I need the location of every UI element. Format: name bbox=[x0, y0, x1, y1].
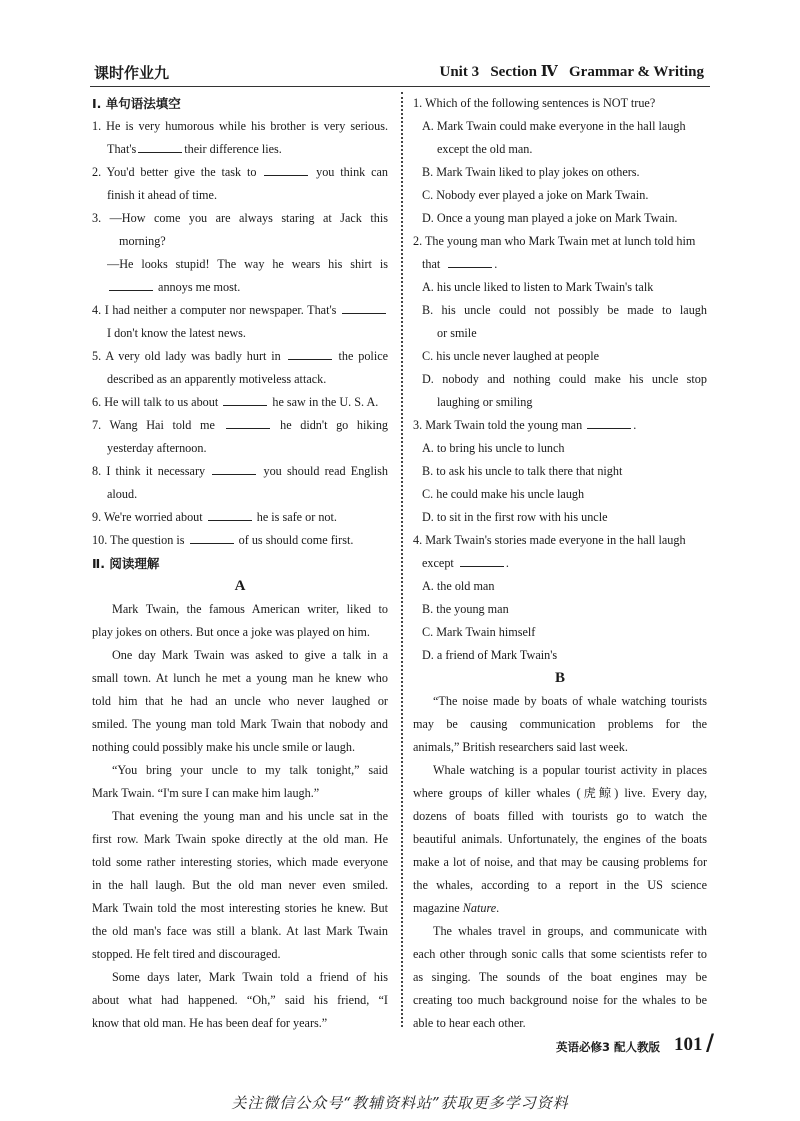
question-7-line-1: 7. Wang Hai told me he didn't go hiking bbox=[92, 418, 388, 432]
question-7-line-2: yesterday afternoon. bbox=[107, 441, 207, 455]
passage-a-line: smiled. The young man told Mark Twain that nobody and bbox=[92, 717, 388, 731]
q3-option-b[interactable]: B. to ask his uncle to talk there that night bbox=[422, 464, 623, 478]
blank[interactable] bbox=[109, 278, 153, 291]
q3-option-d[interactable]: D. to sit in the first row with his uncle bbox=[422, 510, 608, 524]
header-right: Unit 3 Section Ⅳ Grammar & Writing bbox=[439, 64, 704, 80]
passage-a-line: told him that he had an uncle who never laughed or bbox=[92, 694, 388, 708]
reading-question-1: 1. Which of the following sentences is NOT true? bbox=[413, 96, 656, 110]
passage-a-line: Mark Twain told the most interesting stories he knew. But bbox=[92, 901, 388, 915]
section-2-title: Ⅱ. 阅读理解 bbox=[92, 556, 160, 571]
q2-option-c[interactable]: C. his uncle never laughed at people bbox=[422, 349, 599, 363]
q1-option-d[interactable]: D. Once a young man played a joke on Mark Twain. bbox=[422, 211, 678, 225]
question-5-line-2: described as an apparently motiveless attack. bbox=[107, 372, 327, 386]
passage-b-line: able to hear each other. bbox=[413, 1016, 526, 1030]
blank[interactable] bbox=[460, 554, 504, 567]
footer-note: 关注微信公众号“教辅资料站”获取更多学习资料 bbox=[231, 1094, 569, 1112]
q1-option-c[interactable]: C. Nobody ever played a joke on Mark Twain. bbox=[422, 188, 649, 202]
passage-a-line: in the hall laugh. But the old man never even smiled. bbox=[92, 878, 388, 892]
passage-a-line: small town. At lunch he met a young man he knew who bbox=[92, 671, 388, 685]
q3-option-a[interactable]: A. to bring his uncle to lunch bbox=[422, 441, 565, 455]
q2-option-d-cont: laughing or smiling bbox=[437, 395, 533, 409]
blank[interactable] bbox=[212, 462, 256, 475]
blank[interactable] bbox=[264, 163, 308, 176]
blank[interactable] bbox=[288, 347, 332, 360]
question-3-line-4: annoys me most. bbox=[107, 276, 388, 299]
question-6: 6. He will talk to us about he saw in the U. S. A. bbox=[92, 395, 379, 409]
section-1-title: Ⅰ. 单句语法填空 bbox=[92, 96, 181, 111]
passage-a-line: stopped. He felt tired and discouraged. bbox=[92, 947, 281, 961]
passage-b-line: may be causing communication problems for the bbox=[413, 717, 707, 731]
q2-option-b-cont: or smile bbox=[437, 326, 477, 340]
question-8-line-1: 8. I think it necessary you should read English bbox=[92, 464, 388, 478]
page-slash: / bbox=[706, 1030, 715, 1056]
reading-question-4-cont: except . bbox=[422, 556, 509, 570]
question-8-line-2: aloud. bbox=[107, 487, 138, 501]
blank[interactable] bbox=[226, 416, 270, 429]
passage-a-line: Mark Twain, the famous American writer, liked to bbox=[112, 602, 388, 616]
passage-b-line: the whales, according to a report in the US science bbox=[413, 878, 707, 892]
passage-b-line: animals,” British researchers said last week. bbox=[413, 740, 628, 754]
passage-b-line: dozens of boats filled with tourists go to watch the bbox=[413, 809, 707, 823]
blank[interactable] bbox=[138, 140, 182, 153]
q1-option-a[interactable]: A. Mark Twain could make everyone in the hall laugh bbox=[422, 119, 686, 133]
passage-a-line: Mark Twain. “I'm sure I can make him laugh.” bbox=[92, 786, 320, 800]
passage-b-title: B bbox=[554, 670, 565, 686]
passage-a-line: about what had happened. “Oh,” said his friend, “I bbox=[92, 993, 388, 1007]
passage-a-title: A bbox=[234, 578, 246, 594]
q1-option-b[interactable]: B. Mark Twain liked to play jokes on others. bbox=[422, 165, 640, 179]
header-rule bbox=[90, 86, 710, 87]
q4-option-b[interactable]: B. the young man bbox=[422, 602, 509, 616]
q4-option-c[interactable]: C. Mark Twain himself bbox=[422, 625, 536, 639]
passage-a-line: know that old man. He has been deaf for years.” bbox=[92, 1016, 328, 1030]
magazine-title: Nature bbox=[462, 901, 497, 915]
column-divider bbox=[401, 92, 403, 1027]
q2-option-b[interactable]: B. his uncle could not possibly be made to laugh bbox=[422, 303, 707, 317]
passage-b-line: where groups of killer whales (虎鲸) live. Every day, bbox=[413, 786, 707, 800]
blank[interactable] bbox=[223, 393, 267, 406]
question-3-line-2: morning? bbox=[119, 234, 166, 248]
question-3-line-1: 3. —How come you are always staring at Jack this bbox=[92, 211, 388, 225]
question-3-line-3: —He looks stupid! The way he wears his shirt is bbox=[107, 257, 388, 271]
passage-a-line: “You bring your uncle to my talk tonight,” said bbox=[112, 763, 388, 777]
page-number: 101 bbox=[674, 1034, 703, 1055]
q2-option-d[interactable]: D. nobody and nothing could make his uncle stop bbox=[422, 372, 707, 386]
header-left: 课时作业九 bbox=[94, 64, 170, 82]
question-4-line-2: I don't know the latest news. bbox=[107, 326, 246, 340]
passage-b-line: beautiful animals. Unfortunately, the engines of the boats bbox=[413, 832, 707, 846]
q2-option-a[interactable]: A. his uncle liked to listen to Mark Twain's talk bbox=[422, 280, 654, 294]
reading-question-2-cont: that . bbox=[422, 257, 498, 271]
footer-book-title: 英语必修3 配人教版 bbox=[556, 1040, 661, 1054]
passage-a-line: nothing could possibly make his uncle smile or laugh. bbox=[92, 740, 356, 754]
passage-a-line: One day Mark Twain was asked to give a talk in a bbox=[112, 648, 388, 662]
blank[interactable] bbox=[448, 255, 492, 268]
blank[interactable] bbox=[208, 508, 252, 521]
question-1-line-1: 1. He is very humorous while his brother is very serious. bbox=[92, 119, 388, 133]
passage-b-line: Whale watching is a popular tourist activity in places bbox=[433, 763, 707, 777]
q3-option-c[interactable]: C. he could make his uncle laugh bbox=[422, 487, 585, 501]
question-2-line-1: 2. You'd better give the task to you think can bbox=[92, 165, 388, 179]
q4-option-a[interactable]: A. the old man bbox=[422, 579, 495, 593]
blank[interactable] bbox=[342, 301, 386, 314]
passage-b-line: each other through sonic calls that some scientists refer to bbox=[413, 947, 707, 961]
passage-a-line: first row. Mark Twain spoke directly at the old man. He bbox=[92, 832, 388, 846]
blank[interactable] bbox=[587, 416, 631, 429]
reading-question-2: 2. The young man who Mark Twain met at lunch told him bbox=[413, 234, 696, 248]
reading-question-4: 4. Mark Twain's stories made everyone in the hall laugh bbox=[413, 533, 686, 547]
question-2-line-2: finish it ahead of time. bbox=[107, 188, 217, 202]
question-10: 10. The question is of us should come first. bbox=[92, 533, 354, 547]
question-1-line-2: That's their difference lies. bbox=[107, 142, 282, 156]
passage-b-line: The whales travel in groups, and communicate with bbox=[433, 924, 707, 938]
question-4-line-1: 4. I had neither a computer nor newspaper. That's bbox=[92, 299, 388, 322]
passage-b-line: magazine Nature. bbox=[413, 901, 500, 915]
blank[interactable] bbox=[190, 531, 234, 544]
reading-question-3: 3. Mark Twain told the young man . bbox=[413, 418, 637, 432]
passage-b-line: creating too much background noise for the whales to be bbox=[413, 993, 707, 1007]
passage-a-line: the old man's face was still a blank. At last Mark Twain bbox=[92, 924, 388, 938]
passage-b-line: make a lot of noise, and that may be causing problems for bbox=[413, 855, 707, 869]
question-9: 9. We're worried about he is safe or not. bbox=[92, 510, 337, 524]
passage-a-line: Some days later, Mark Twain told a friend of his bbox=[112, 970, 388, 984]
passage-b-line: as singing. The sounds of the boat engines may be bbox=[413, 970, 707, 984]
passage-b-line: “The noise made by boats of whale watching tourists bbox=[433, 694, 707, 708]
passage-a-line: play jokes on others. But once a joke was played on him. bbox=[92, 625, 370, 639]
passage-a-line: told some rather interesting stories, which made everyone bbox=[92, 855, 388, 869]
passage-a-line: That evening the young man and his uncle sat in the bbox=[112, 809, 388, 823]
q1-option-a-cont: except the old man. bbox=[437, 142, 533, 156]
q4-option-d[interactable]: D. a friend of Mark Twain's bbox=[422, 648, 558, 662]
question-5-line-1: 5. A very old lady was badly hurt in the police bbox=[92, 349, 388, 363]
